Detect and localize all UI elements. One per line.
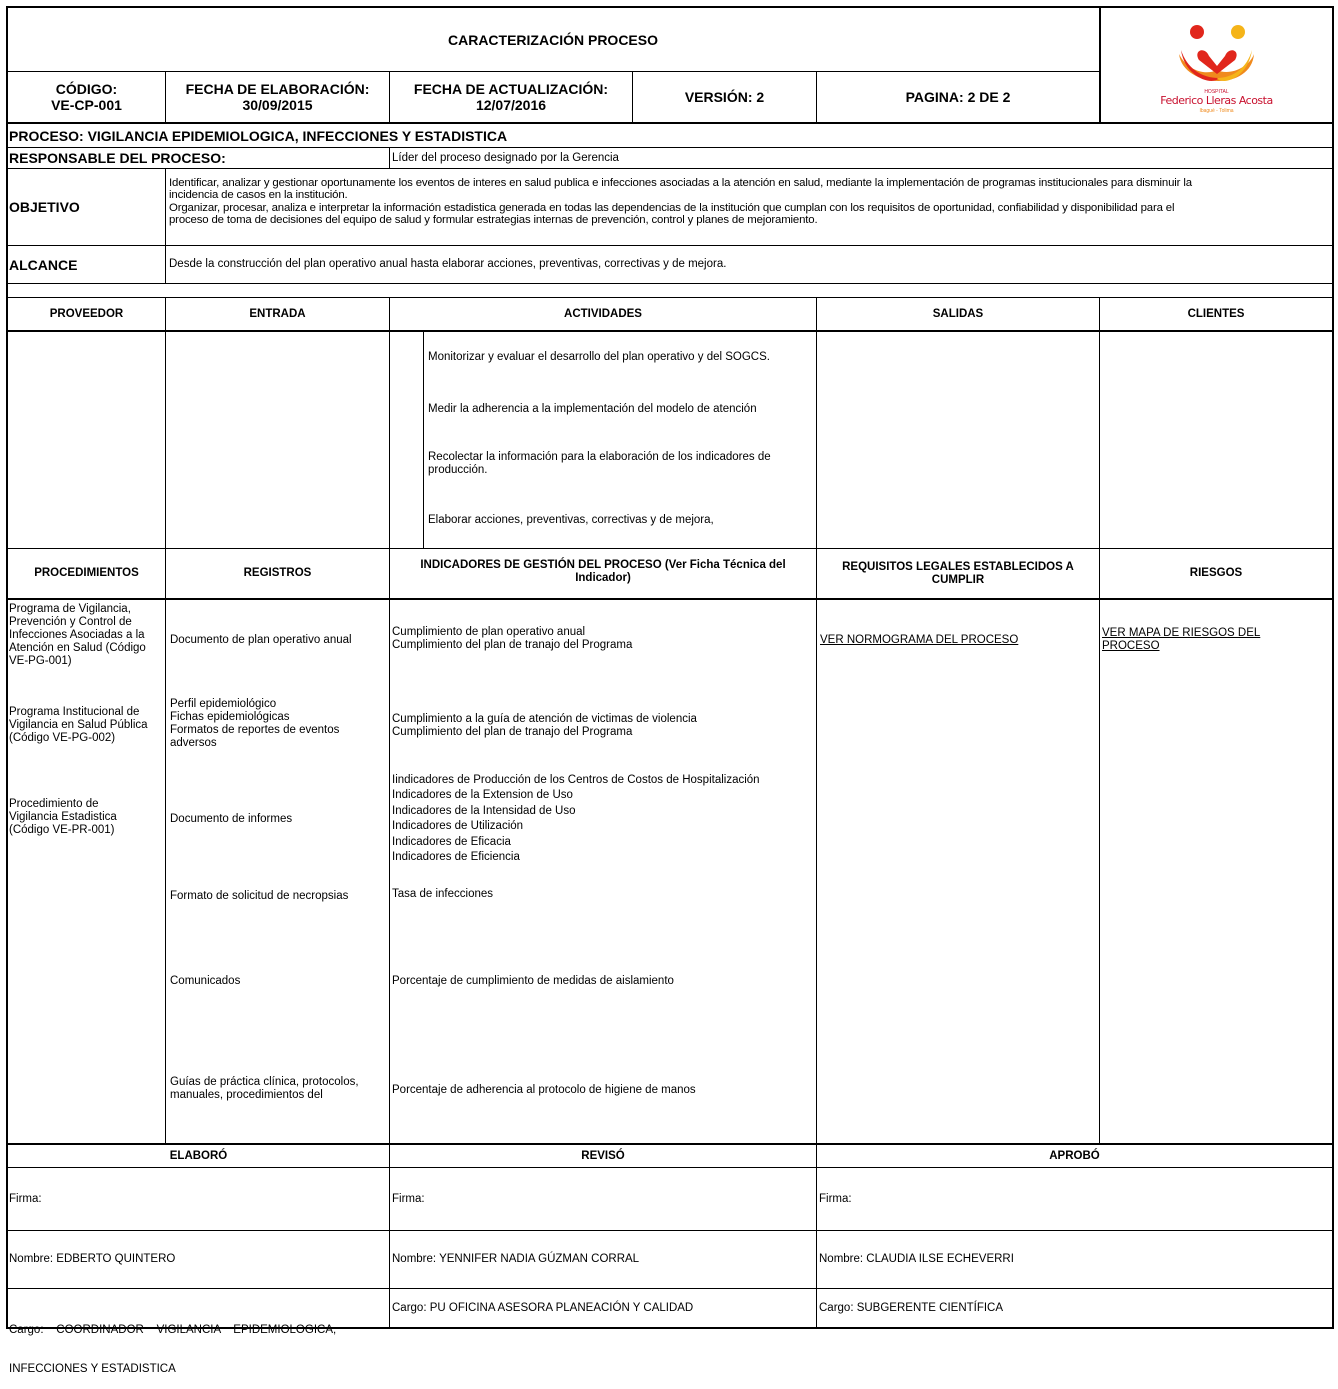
col-header-registros: REGISTROS: [243, 567, 312, 579]
procedimiento-item: [9, 798, 165, 837]
procedimiento-line: Procedimiento de: [9, 798, 99, 810]
col-header-requisitos: [817, 561, 1099, 587]
procedimiento-line: Infecciones Asociadas a la: [9, 629, 145, 641]
procedimiento-line: Prevención y Control de: [9, 616, 132, 628]
aprobo-cargo: Cargo: SUBGERENTE CIENTÍFICA: [819, 1301, 1004, 1314]
indicador-line: Indicadores de la Extension de Uso: [392, 789, 573, 802]
fecha-elaboracion-cell: [166, 72, 389, 122]
fecha-actualizacion-label: FECHA DE ACTUALIZACIÓN:: [413, 81, 609, 97]
elaboro-nombre: Nombre: EDBERTO QUINTERO: [9, 1253, 176, 1265]
actividad-item: [428, 514, 813, 527]
col-header-requisitos-line: REQUISITOS LEGALES ESTABLECIDOS A: [842, 561, 1074, 573]
responsable-label: RESPONSABLE DEL PROCESO:: [9, 150, 226, 166]
procedimiento-line: Vigilancia en Salud Pública: [9, 719, 148, 731]
procedimiento-item: [9, 706, 165, 745]
registro-line: Documento de informes: [170, 813, 293, 825]
actividad-line: Elaborar acciones, preventivas, correctivas y de mejora,: [428, 514, 714, 526]
indicador-line: Indicadores de Utilización: [392, 820, 524, 833]
registro-item: [170, 698, 388, 750]
registro-line: Formato de solicitud de necropsias: [170, 890, 349, 902]
indicador-line: Indicadores de Eficiencia: [392, 851, 520, 864]
elaboro-cargo-line: INFECCIONES Y ESTADISTICA: [9, 1363, 176, 1375]
indicador-item: [392, 888, 814, 901]
registro-item: [170, 1076, 388, 1102]
actividad-line: Medir la adherencia a la implementación del modelo de atención: [428, 403, 757, 415]
elaboro-cargo-line: Cargo: COORDINADOR VIGILANCIA EPIDEMIOLOGICA,: [9, 1324, 337, 1336]
fecha-actualizacion-cell: [390, 72, 632, 122]
fecha-elaboracion-value: 30/09/2015: [242, 97, 313, 113]
indicador-item: [392, 626, 814, 652]
reviso-cargo: Cargo: PU OFICINA ASESORA PLANEACIÓN Y CALIDAD: [392, 1301, 694, 1314]
registro-item: [170, 634, 388, 647]
col-header-clientes: CLIENTES: [1187, 307, 1245, 320]
procedimiento-line: Atención en Salud (Código: [9, 642, 146, 654]
indicador-line: Cumplimiento del plan de tranajo del Programa: [392, 726, 633, 738]
aprobo-firma: Firma:: [819, 1192, 852, 1205]
actividad-item: [428, 351, 813, 364]
registro-line: Comunicados: [170, 975, 241, 987]
registro-line: Perfil epidemiológico: [170, 698, 277, 710]
col-header-riesgos: RIESGOS: [1189, 567, 1243, 579]
logo-small-text: HOSPITAL: [1204, 89, 1229, 95]
registro-item: [170, 975, 388, 988]
registro-line: Guías de práctica clínica, protocolos,: [170, 1076, 359, 1088]
fecha-elaboracion-label: FECHA DE ELABORACIÓN:: [185, 81, 370, 97]
indicador-line: Porcentaje de cumplimiento de medidas de aislamiento: [392, 975, 674, 987]
col-header-actividades: ACTIVIDADES: [564, 308, 642, 320]
actividad-line: Recolectar la información para la elaboración de los indicadores de: [428, 451, 771, 463]
procedimiento-line: (Código VE-PR-001): [9, 824, 115, 836]
indicador-item: [392, 975, 814, 988]
objetivo-line: Identificar, analizar y gestionar oportunamente los eventos de interes en salud publica e infecciones asociadas a la atención en salud, mediante la implementación de programas institucionales para disminuir la: [169, 177, 1192, 189]
aprobo-nombre: Nombre: CLAUDIA ILSE ECHEVERRI: [819, 1253, 1014, 1265]
registro-line: adversos: [170, 737, 217, 749]
objetivo-text: [169, 177, 1331, 227]
col-header-indicadores-line: Indicador): [575, 572, 631, 584]
codigo-cell: [8, 72, 165, 122]
registro-item: [170, 813, 388, 826]
responsable-value: Líder del proceso designado por la Gerencia: [392, 151, 619, 164]
col-header-procedimientos: PROCEDIMIENTOS: [34, 567, 139, 579]
reviso-header: REVISÓ: [581, 1149, 625, 1162]
indicador-line: Cumplimiento a la guía de atención de victimas de violencia: [392, 713, 697, 725]
elaboro-header: ELABORÓ: [169, 1149, 228, 1162]
alcance-value: Desde la construcción del plan operativo anual hasta elaborar acciones, preventivas, correctivas y de mejora.: [169, 258, 727, 270]
procedimiento-line: Programa Institucional de: [9, 706, 140, 718]
procedimiento-item: [9, 603, 165, 668]
procedimiento-line: Programa de Vigilancia,: [9, 603, 131, 615]
objetivo-line: incidencia de casos en la institución.: [169, 189, 348, 202]
pagina-cell: PAGINA: 2 DE 2: [905, 89, 1011, 105]
indicador-line: Cumplimiento del plan de tranajo del Programa: [392, 639, 633, 651]
col-header-salidas: SALIDAS: [932, 307, 984, 320]
objetivo-line: proceso de toma de decisiones del equipo de salud y formular estrategias internas de prevención, control y planes de mejoramiento.: [169, 214, 818, 227]
proceso-title: PROCESO: VIGILANCIA EPIDEMIOLOGICA, INFECCIONES Y ESTADISTICA: [9, 127, 508, 144]
indicador-line: Indicadores de la Intensidad de Uso: [392, 804, 576, 817]
document-title: CARACTERIZACIÓN PROCESO: [447, 31, 658, 48]
alcance-label: ALCANCE: [9, 256, 78, 273]
mapa-riesgos-link-line: VER MAPA DE RIESGOS DEL: [1102, 627, 1261, 639]
codigo-value: VE-CP-001: [51, 97, 122, 113]
codigo-label: CÓDIGO:: [55, 81, 118, 97]
indicador-line: Indicadores de Eficacia: [392, 835, 511, 848]
elaboro-firma: Firma:: [9, 1192, 42, 1205]
registro-line: Formatos de reportes de eventos: [170, 724, 340, 736]
mapa-riesgos-link-line: PROCESO: [1102, 640, 1160, 652]
col-header-indicadores: [390, 559, 816, 585]
procedimiento-line: (Código VE-PG-002): [9, 732, 116, 744]
actividad-item: [428, 403, 813, 416]
logo-hospital-name: Federico Lleras Acosta: [1160, 94, 1273, 107]
normograma-link[interactable]: VER NORMOGRAMA DEL PROCESO: [820, 634, 1019, 646]
actividad-line: Monitorizar y evaluar el desarrollo del plan operativo y del SOGCS.: [428, 351, 770, 363]
objetivo-line: Organizar, procesar, analiza e interpretar la información estadistica generada en todas las dependencias de la institución que cumplan con los requisitos de oportunidad, confiabilidad y disponibilidad para el: [169, 201, 1175, 214]
indicador-line: Cumplimiento de plan operativo anual: [392, 626, 586, 638]
registro-line: manuales, procedimientos del: [170, 1089, 323, 1101]
col-header-requisitos-line: CUMPLIR: [931, 574, 985, 586]
objetivo-label: OBJETIVO: [9, 199, 80, 215]
indicador-line: Tasa de infecciones: [392, 888, 494, 900]
reviso-firma: Firma:: [392, 1192, 425, 1205]
aprobo-header: APROBÓ: [1049, 1149, 1100, 1162]
version-cell: VERSIÓN: 2: [684, 89, 765, 105]
indicador-item: [392, 773, 814, 865]
elaboro-cargo: [9, 1298, 389, 1389]
indicador-line: Porcentaje de adherencia al protocolo de higiene de manos: [392, 1084, 696, 1096]
hospital-logo: [1101, 8, 1332, 122]
registro-line: Fichas epidemiológicas: [170, 711, 290, 723]
procedimiento-line: VE-PG-001): [9, 655, 72, 667]
indicador-item: [392, 713, 814, 739]
actividad-line: producción.: [428, 464, 488, 476]
col-header-indicadores-line: INDICADORES DE GESTIÓN DEL PROCESO (Ver Ficha Técnica del: [420, 559, 786, 571]
procedimiento-line: Vigilancia Estadistica: [9, 811, 117, 823]
indicador-item: [392, 1084, 814, 1097]
col-header-proveedor: PROVEEDOR: [49, 307, 124, 320]
actividad-item: [428, 451, 813, 477]
fecha-actualizacion-value: 12/07/2016: [475, 97, 547, 113]
col-header-entrada: ENTRADA: [249, 307, 306, 320]
reviso-nombre: Nombre: YENNIFER NADIA GÚZMAN CORRAL: [392, 1253, 640, 1265]
mapa-riesgos-link[interactable]: [1102, 627, 1328, 653]
registro-line: Documento de plan operativo anual: [170, 634, 352, 646]
logo-tagline: Ibagué - Tolima: [1199, 108, 1234, 114]
registro-item: [170, 890, 388, 903]
indicador-line: Iindicadores de Producción de los Centros de Costos de Hospitalización: [392, 774, 760, 786]
